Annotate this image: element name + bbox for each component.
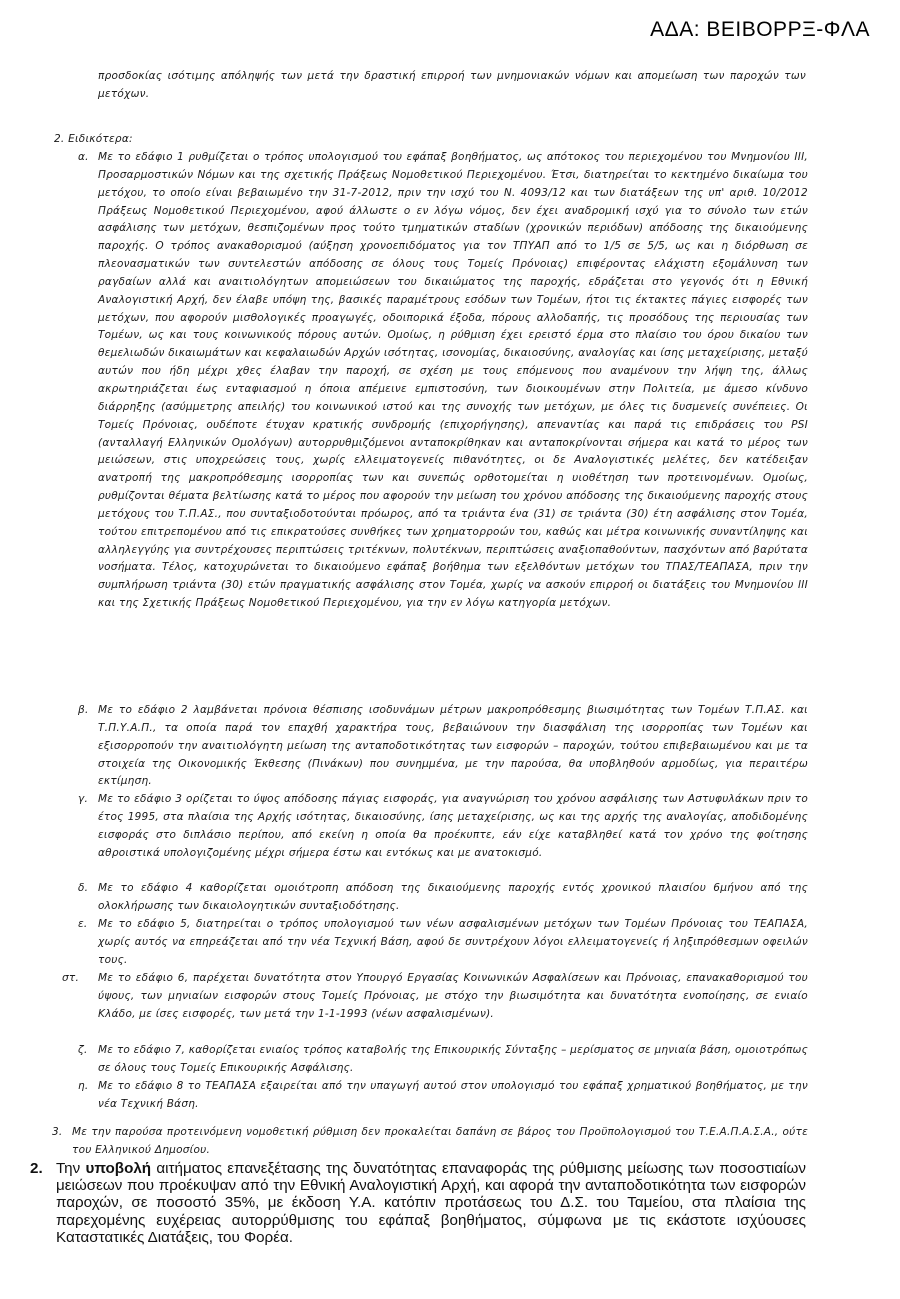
main-item-2 — [30, 1160, 806, 1246]
list-item-beta — [78, 702, 808, 791]
item-marker: δ. — [78, 882, 89, 894]
main-item-lead: Την — [56, 1160, 81, 1177]
list-item-eta — [78, 1078, 808, 1114]
item-text: Με το εδάφιο 5, διατηρείται ο τρόπος υπολογισμού των νέων ασφαλισμένων μετόχων των Τομέων Πρόνοιας του ΤΕΑΠΑΣΑ, χωρίς αυτός να επηρεάζεται από την νέα Τεχνική Βάση, αφού δε συντρέχουν λόγοι ελλειματογενείς ή ληξιπρόθεσμων οφειλών τους. — [98, 918, 808, 966]
list-item-stigma — [62, 970, 808, 1024]
list-item-alpha — [78, 149, 808, 613]
item-text: Με το εδάφιο 4 καθορίζεται ομοιότροπη απόδοση της δικαιούμενης παροχής εντός χρονικού πλαισίου 6μήνου από της ολοκλήρωσης των δικαιολογητικών συνταξιοδότησης. — [98, 882, 808, 912]
item-text: Με το εδάφιο 8 το ΤΕΑΠΑΣΑ εξαιρείται από την υπαγωγή αυτού στον υπολογισμό του εφάπαξ χρηματικού βοηθήματος, με την νέα Τεχνική Βάση. — [98, 1080, 808, 1110]
section-3-marker: 3. — [52, 1126, 63, 1138]
main-item-text — [56, 1160, 806, 1246]
section-3-paragraph — [52, 1124, 808, 1160]
list-item-delta — [78, 880, 808, 916]
main-item-bold: υποβολή — [85, 1160, 152, 1177]
item-text: Με το εδάφιο 7, καθορίζεται ενιαίος τρόπος καταβολής της Επικουρικής Σύνταξης – μερίσματος σε μηνιαία βάση, ομοιοτρόπως σε όλους τους Τομείς Επικουρικής Ασφάλισης. — [98, 1044, 808, 1074]
item-marker: β. — [78, 704, 89, 716]
list-item-zeta — [78, 1042, 808, 1078]
item-text: Με το εδάφιο 3 ορίζεται το ύψος απόδοσης πάγιας εισφοράς, για αναγνώριση του χρόνου ασφάλισης των Αστυφυλάκων πριν το έτος 1995, στα πλαίσια της Αρχής ισότητας, δικαιοσύνης, ίσης μεταχείρισης, ως και της αρχής της αναλογίας, αποδιδομένης εισφοράς στο διπλάσιο περίπου, από εκείνη η οποία θα προέκυπτε, εάν είχε καταβληθεί κατά τον χρόνο της φοίτησης αθροιστικά υπολογιζομένης μέχρι σήμερα έστω και εντόκως και με ανατοκισμό. — [98, 793, 808, 859]
section-2-heading-text: Ειδικότερα: — [68, 133, 133, 145]
item-marker: ζ. — [78, 1044, 88, 1056]
main-item-body: αιτήματος επανεξέτασης της δυνατότητας επαναφοράς της ρύθμισης μείωσης των ποσοστιαίων μειώσεων που προέκυψαν από την Εθνική Αναλογιστική Αρχή, και αφορά την ανταποδοτικότητα των εισφορών παροχών, σε ποσοστό 35%, με έκδοση Υ.Α. κατόπιν προτάσεως του Δ.Σ. του Ταμείου, στα πλαίσια της παρεχομένης ευχέρειας αυτορρύθμισης του εφάπαξ βοηθήματος, σύμφωνα με τις εκάστοτε ισχύουσες Καταστατικές Διατάξεις, του Φορέα. — [56, 1160, 806, 1246]
section-2-heading — [54, 131, 254, 149]
ada-code: ΑΔΑ: ΒΕΙΒΟΡΡΞ-ΦΛΑ — [650, 18, 870, 41]
item-text: Με το εδάφιο 2 λαμβάνεται πρόνοια θέσπισης ισοδυνάμων μέτρων μακροπρόθεσμης βιωσιμότητας των Τομέων Τ.Π.ΑΣ. και Τ.Π.Υ.Α.Π., τα οποία παρά τον επαχθή χαρακτήρα τους, βεβαιώνουν την διασφάλιση της ισορροπίας των Τομέων και εξισορροπούν την αναιτιολόγητη μείωση της ανταποδοτικότητας των εισφορών – παροχών, τούτου επιβεβαιωμένου και με τα στοιχεία της Οικονομικής Έκθεσης (Πινάκων) που συνημμένα, με την παρούσα, θα υποβληθούν αρμοδίως, για περαιτέρω εκτίμηση. — [98, 704, 808, 788]
item-text: Με το εδάφιο 1 ρυθμίζεται ο τρόπος υπολογισμού του εφάπαξ βοηθήματος, ως απότοκος του περιεχομένου του Μνημονίου ΙΙΙ, Προσαρμοστικών Νόμων και της σχετικής Πράξεως Νομοθετικού Περιεχομένου. Έτσι, διατηρείται το κεκτημένο δικαίωμα του μετόχου, το οποίο είναι βεβαιωμένο την 31-7-2012, πριν την ισχύ του Ν. 4093/12 και των διατάξεων της υπ' αριθ. 10/2012 Πράξεως Νομοθετικού Περιεχομένου, αφού άλλωστε ο εν λόγω νόμος, δεν έχει αναδρομική ισχύ για το σύνολο των ετών ασφάλισης των μετόχων, θεσπιζομένων προς τούτο τμηματικών σταδίων (χρονικών περιόδων) απόδοσης της δικαιούμενης παροχής. Ο τρόπος ανακαθορισμού (αύξηση χρονοεπιδόματος για τον ΤΠΥΑΠ από το 1/5 σε 5/5, ως και η διόρθωση σε πλεονασματικών των συντελεστών απόδοσης σε όλους τους Τομείς Πρόνοιας) επιφέροντας ελάχιστη εξομάλυνση των ραγδαίων αλλά και αναιτιολόγητων απομειώσεων του δικαιώματος της παροχής, εδράζεται στο γεγονός ότι η Εθνική Αναλογιστική Αρχή, δεν έλαβε υπόψη της, βασικές παραμέτρους εσόδων των Τομέων, ήτοι τις έκτακτες πάγιες εισφορές των μετόχων, που αφορούν μισθολογικές προαγωγές, οδοιπορικά έξοδα, πόρους αλλοδαπής, τις προσόδους της περιουσίας των Τομέων, ως και τους κοινωνικούς πόρους αυτών. Ομοίως, η ρύθμιση έχει ερειστό έρμα στο πλαίσιο του όρου δικαίου των θεμελιωδών δικαιωμάτων και κεφαλαιωδών Αρχών ισότητας, ισονομίας, δικαιοσύνης, αναλογίας και ίσης μεταχείρισης, μεταξύ αυτών που ήδη μέχρι χθες έλαβαν την παροχή, σε σχέση με τους επόμενους που αναμένουν την λήψη της, άλλως ακρωτηριάζεται έως ενταφιασμού η όποια απέμεινε εμπιστοσύνη, των διοικουμένων στην Πολιτεία, με άμεσο κίνδυνο διάρρηξης (ασύμμετρης απειλής) του κοινωνικού ιστού και της συνοχής των μετόχων, με όλες τις δυσμενείς συνέπειες. Οι Τομείς Πρόνοιας, ουδέποτε έτυχαν κρατικής συνδρομής (επιχορήγησης), απεναντίας και παρά τις επιδράσεις του PSI (ανταλλαγή Ελληνικών Ομολόγων) αυτορρυθμιζόμενοι ανταποκρίθηκαν και ανταποκρίνονται σήμερα και κατά το μέρος των μειώσεων, στις υποχρεώσεις τους, χωρίς ελλειματογενείς πιθανότητες, οι δε Αναλογιστικές μελέτες, δεν κατέδειξαν ανατροπή της μακροπρόθεσμης ισορροπίας των και συνεπώς ορθοτομείται η υιοθέτηση των προτεινομένων. Ομοίως, ρυθμίζονται θέματα βελτίωσης κατά το μέρος που αφορούν την μείωση του χρόνου απόδοσης της δικαιούμενης παροχής στους μετόχους του Τ.Π.ΑΣ., που συνταξιοδοτούνται πρόωρος, από τα τριάντα ένα (31) σε τριάντα (30) έτη ασφάλισης στον Τομέα, τούτου επιτρεπομένου από τις επικρατούσες συνθήκες των χρηματορροών του, καθώς και μέτρα κοινωνικής συναντίληψης και αλληλεγγύης για συντρέχουσες περιπτώσεις τριτέκνων, πολυτέκνων, περιπτώσεις αναξιοπαθούντων, πασχόντων από βαρύτατα νοσήματα. Τέλος, κατοχυρώνεται το δικαιούμενο εφάπαξ βοήθημα των εξελθόντων μετόχων του ΤΠΑΣ/ΤΕΑΠΑΣΑ, πριν την συμπλήρωση τριάντα (30) ετών πραγματικής ασφάλισης στον Τομέα, χωρίς να ασκούν επιρροή οι διατάξεις του Μνημονίου ΙΙΙ και της Σχετικής Πράξεως Νομοθετικού Περιεχομένου, για την εν λόγω κατηγορία μετόχων. — [98, 151, 808, 610]
item-marker: ε. — [78, 918, 88, 930]
item-marker: η. — [78, 1080, 89, 1092]
item-marker: στ. — [62, 972, 80, 984]
item-text: Με το εδάφιο 6, παρέχεται δυνατότητα στον Υπουργό Εργασίας Κοινωνικών Ασφαλίσεων και Πρόνοιας, επανακαθορισμού του ύψους, των μηνιαίων εισφορών στους Τομείς Πρόνοιας, με στόχο την βιωσιμότητα και δυνατότητα ενοποίησης, σε ενιαίο Κλάδο, με ίσες εισφορές, των μετά την 1-1-1993 (νέων ασφαλισμένων). — [98, 972, 808, 1020]
section-2-marker: 2. — [54, 133, 65, 145]
section-3-text: Με την παρούσα προτεινόμενη νομοθετική ρύθμιση δεν προκαλείται δαπάνη σε βάρος του Προϋπολογισμού του Τ.Ε.Α.Π.Α.Σ.Α., ούτε του Ελληνικού Δημοσίου. — [72, 1126, 808, 1156]
intro-paragraph: προσδοκίας ισότιμης απόληψής των μετά την δραστική επιρροή των μνημονιακών νόμων και απομείωση των παροχών των μετόχων. — [98, 70, 806, 100]
list-item-gamma — [78, 791, 808, 862]
item-marker: α. — [78, 151, 89, 163]
main-item-marker: 2. — [30, 1160, 43, 1177]
item-marker: γ. — [78, 793, 89, 805]
list-item-epsilon — [78, 916, 808, 970]
